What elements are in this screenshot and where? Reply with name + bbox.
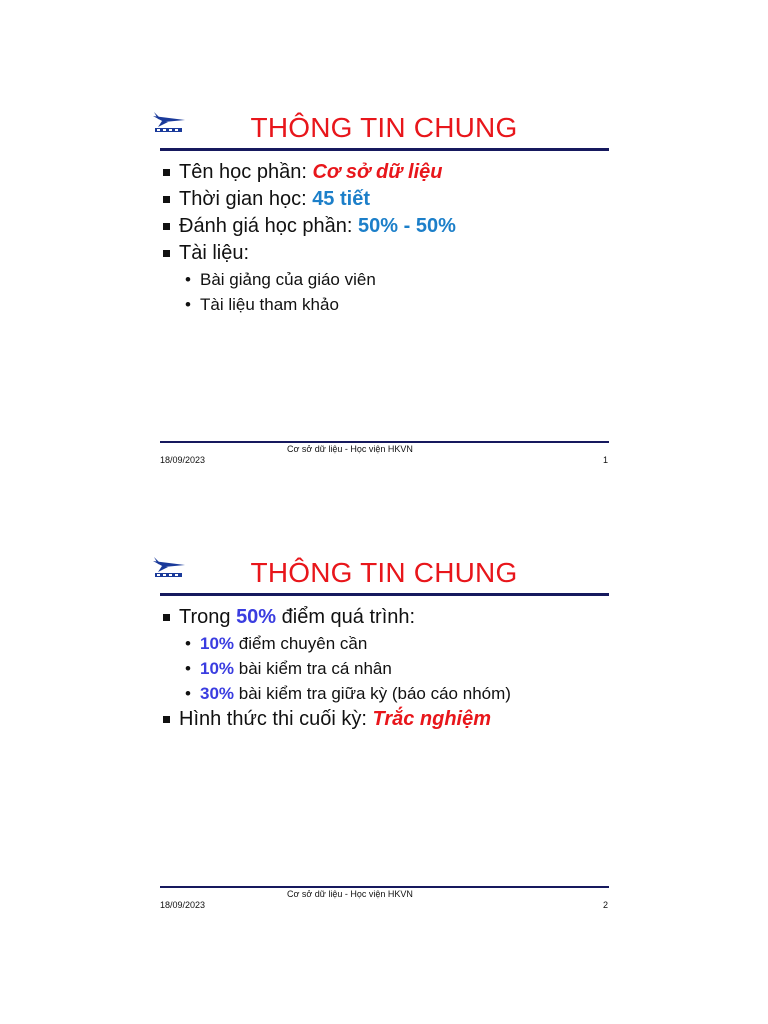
- bullet-label: Thời gian học:: [179, 188, 313, 210]
- sub-bullet-label: điểm chuyên cần: [234, 634, 368, 653]
- bullet-label: Hình thức thi cuối kỳ:: [179, 708, 373, 730]
- slide-title: THÔNG TIN CHUNG: [250, 112, 518, 143]
- sub-bullet-item: • Bài giảng của giáo viên: [160, 267, 620, 292]
- slide-title: THÔNG TIN CHUNG: [250, 557, 518, 588]
- sub-bullet-label: bài kiểm tra giữa kỳ (báo cáo nhóm): [234, 684, 511, 703]
- slide-2: [0, 530, 768, 960]
- title-divider: [160, 148, 609, 151]
- bullet-item: [160, 240, 620, 267]
- percent-value: 10%: [200, 659, 235, 678]
- sub-bullet-label: bài kiểm tra cá nhân: [234, 659, 392, 678]
- sub-bullet-item: [160, 631, 620, 656]
- title-divider: [160, 593, 609, 596]
- slide-1: [0, 85, 768, 515]
- bullet-label: Đánh giá học phần:: [179, 215, 359, 237]
- footer-date: 18/09/2023: [160, 455, 206, 465]
- percent-value: 30%: [200, 684, 235, 703]
- exam-format-value: Trắc nghiệm: [372, 708, 492, 730]
- slide-content: [160, 159, 620, 317]
- bullet-label: điểm quá trình:: [276, 606, 416, 628]
- duration-value: 45 tiết: [312, 188, 370, 210]
- sub-bullet-item: [160, 681, 620, 706]
- sub-bullet-item: • Tài liệu tham khảo: [160, 292, 620, 317]
- page-number: 2: [602, 900, 608, 910]
- sub-bullet-item: [160, 656, 620, 681]
- course-name-value: Cơ sở dữ liệu: [312, 161, 443, 183]
- percent-value: 50%: [236, 606, 277, 628]
- bullet-label: Trong: [179, 606, 237, 628]
- bullet-item: [160, 213, 620, 240]
- slide-content: [160, 604, 620, 733]
- bullet-label: Tên học phần:: [179, 161, 313, 183]
- assessment-value: 50% - 50%: [358, 215, 456, 237]
- bullet-item: [160, 159, 620, 186]
- footer-center-text: Cơ sở dữ liệu - Học viện HKVN: [287, 444, 413, 454]
- footer-divider: [160, 441, 609, 443]
- footer-center-text: Cơ sở dữ liệu - Học viện HKVN: [287, 889, 413, 899]
- footer-divider: [160, 886, 609, 888]
- bullet-label: Tài liệu:: [179, 242, 250, 264]
- footer-date: 18/09/2023: [160, 900, 206, 910]
- bullet-item: [160, 186, 620, 213]
- percent-value: 10%: [200, 634, 235, 653]
- page-number: 1: [602, 455, 608, 465]
- bullet-item: [160, 604, 620, 631]
- bullet-item: [160, 706, 620, 733]
